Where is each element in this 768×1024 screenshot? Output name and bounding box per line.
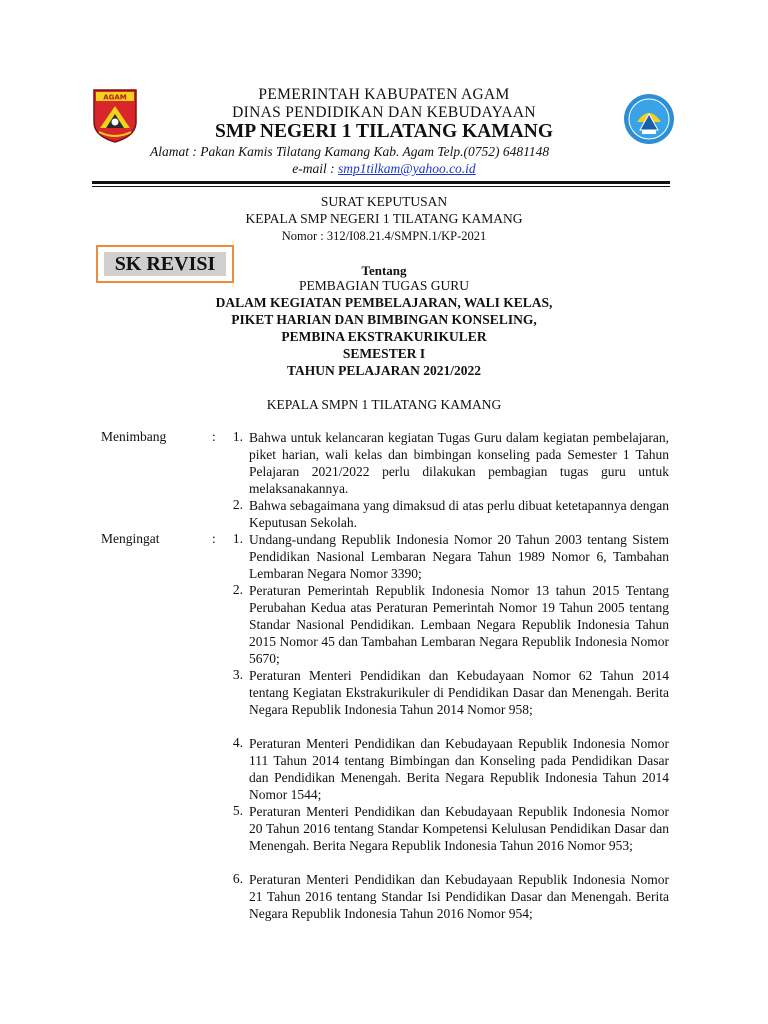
mengingat-number: 5. xyxy=(232,803,243,818)
mengingat-item: Peraturan Menteri Pendidikan dan Kebudayaan Republik Indonesia Nomor 20 Tahun 2016 tentang Standar Kompetensi Kelulusan Pendidikan Dasar dan Menengah. Berita Negara Republik Indonesia Tahun 2016 Nomor 953; xyxy=(249,804,669,853)
decree-issuer-title: KEPALA SMP NEGERI 1 TILATANG KAMANG xyxy=(245,211,523,226)
menimbang-colon: : xyxy=(212,429,216,444)
header-rule-thick xyxy=(92,181,670,184)
header-department: DINAS PENDIDIKAN DAN KEBUDAYAAN xyxy=(232,104,536,121)
menimbang-item: Bahwa sebagaimana yang dimaksud di atas perlu dibuat ketetapannya dengan Keputusan Sekolah. xyxy=(249,498,669,530)
sk-revisi-label: SK REVISI xyxy=(104,252,226,276)
mengingat-label: Mengingat xyxy=(101,531,160,546)
subject-line-4: PEMBINA EKSTRAKURIKULER xyxy=(281,329,487,344)
subject-line-5: SEMESTER I xyxy=(342,346,426,361)
header-address: Alamat : Pakan Kamis Tilatang Kamang Kab. Agam Telp.(0752) 6481148 xyxy=(150,144,550,159)
mengingat-item: Peraturan Menteri Pendidikan dan Kebudayaan Republik Indonesia Nomor 111 Tahun 2014 tentang Bimbingan dan Konseling pada Pendidikan Dasar dan Pendidikan Menengah. Berita Negara Republik Indonesia Tahun 2014 Nomor 1544; xyxy=(249,736,669,802)
decree-title: SURAT KEPUTUSAN xyxy=(320,194,448,209)
menimbang-item: Bahwa untuk kelancaran kegiatan Tugas Guru dalam kegiatan pembelajaran, piket harian, wali kelas dan bimbingan konseling pada Semester 1 Tahun Pelajaran 2021/2022 perlu dilakukan pembagian tugas guru untuk melaksanakannya. xyxy=(249,430,669,496)
mengingat-colon: : xyxy=(212,531,216,546)
header-email-line xyxy=(0,161,768,177)
email-label: e-mail : xyxy=(292,161,339,176)
decree-issuer: KEPALA SMPN 1 TILATANG KAMANG xyxy=(266,397,502,412)
menimbang-number: 2. xyxy=(232,497,243,512)
email-link[interactable]: smp1tilkam@yahoo.co.id xyxy=(338,161,476,176)
header-rule-thin xyxy=(92,186,670,187)
mengingat-number: 3. xyxy=(232,667,243,682)
subject-line-2: DALAM KEGIATAN PEMBELAJARAN, WALI KELAS, xyxy=(215,295,553,310)
header-government: PEMERINTAH KABUPATEN AGAM xyxy=(258,86,510,103)
mengingat-number: 6. xyxy=(232,871,243,886)
mengingat-number: 4. xyxy=(232,735,243,750)
svg-text:AGAM: AGAM xyxy=(103,93,127,102)
mengingat-item: Peraturan Pemerintah Republik Indonesia Nomor 13 tahun 2015 Tentang Perubahan Kedua atas Peraturan Pemerintah Nomor 19 Tahun 2005 tentang Standar Nasional Pendidikan. Lembaan Negara Republik Indonesia Tahun 2015 Nomor 45 dan Tambahan Lembaran Negara Republik Indonesia Nomor 5670; xyxy=(249,583,669,666)
subject-line-3: PIKET HARIAN DAN BIMBINGAN KONSELING, xyxy=(231,312,537,327)
mengingat-item: Peraturan Menteri Pendidikan dan Kebudayaan Nomor 62 Tahun 2014 tentang Kegiatan Ekstrakurikuler di Pendidikan Dasar dan Menengah. Berita Negara Republik Indonesia Tahun 2014 Nomor 958; xyxy=(249,668,669,717)
decree-number: Nomor : 312/I08.21.4/SMPN.1/KP-2021 xyxy=(281,229,487,243)
menimbang-label: Menimbang xyxy=(101,429,167,444)
menimbang-number: 1. xyxy=(232,429,243,444)
mengingat-number: 2. xyxy=(232,582,243,597)
subject-line-1: PEMBAGIAN TUGAS GURU xyxy=(298,278,469,293)
mengingat-item: Undang-undang Republik Indonesia Nomor 20 Tahun 2003 tentang Sistem Pendidikan Nasional Lembaran Negara Tahun 1989 Nomor 6, Tambahan Lembaran Negara Nomor 3390; xyxy=(249,532,669,581)
mengingat-item: Peraturan Menteri Pendidikan dan Kebudayaan Republik Indonesia Nomor 21 Tahun 2016 tentang Standar Isi Pendidikan Dasar dan Menengah. Berita Negara Republik Indonesia Tahun 2016 Nomor 954; xyxy=(249,872,669,921)
mengingat-number: 1. xyxy=(232,531,243,546)
tentang-label: Tentang xyxy=(361,263,407,278)
subject-line-6: TAHUN PELAJARAN 2021/2022 xyxy=(286,363,481,378)
header-school-name: SMP NEGERI 1 TILATANG KAMANG xyxy=(214,121,554,142)
